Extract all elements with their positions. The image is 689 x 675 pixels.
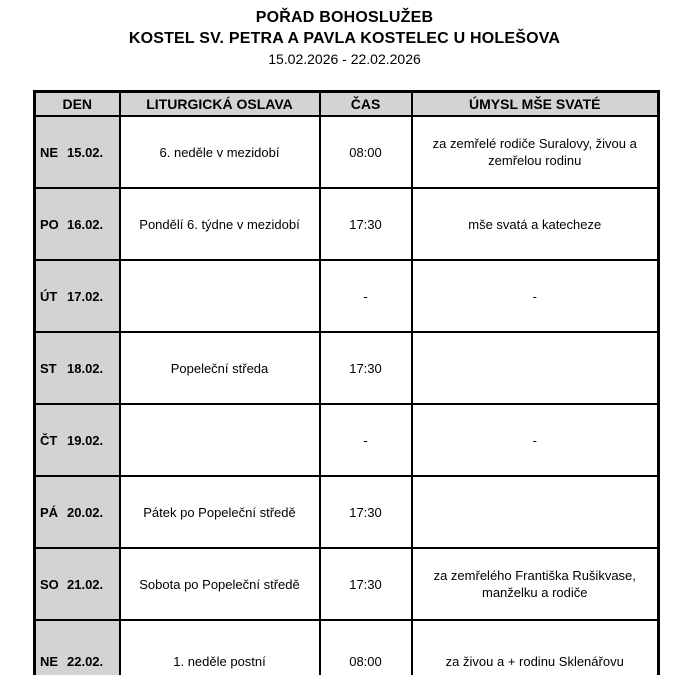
day-cell	[35, 332, 120, 404]
column-header-celebration: LITURGICKÁ OSLAVA	[120, 92, 320, 117]
time-cell: 17:30	[320, 548, 412, 620]
date-range: 15.02.2026 - 22.02.2026	[268, 51, 421, 67]
day-cell	[35, 620, 120, 675]
table-row	[35, 404, 659, 476]
day-date: 15.02.	[67, 144, 104, 160]
day-date: 19.02.	[67, 432, 104, 448]
day-abbr: PO	[40, 216, 59, 232]
table-row	[35, 188, 659, 260]
day-abbr: ČT	[40, 432, 58, 448]
day-date: 20.02.	[67, 504, 104, 520]
intention-cell: -	[412, 404, 659, 476]
table-header-row	[35, 92, 659, 117]
time-cell: 08:00	[320, 116, 412, 188]
day-abbr: ST	[40, 360, 57, 376]
day-cell	[35, 476, 120, 548]
intention-cell: za zemřelého Františka Rušikvase, manželku a rodiče	[412, 548, 659, 620]
intention-cell: za živou a + rodinu Sklenářovu	[412, 620, 659, 675]
document-header	[0, 0, 689, 69]
intention-cell	[412, 476, 659, 548]
day-abbr: SO	[40, 576, 59, 592]
day-abbr: NE	[40, 144, 59, 160]
time-cell: 17:30	[320, 476, 412, 548]
time-cell: -	[320, 404, 412, 476]
intention-cell: -	[412, 260, 659, 332]
page-title: POŘAD BOHOSLUŽEB	[255, 9, 434, 26]
table-row	[35, 548, 659, 620]
time-cell: -	[320, 260, 412, 332]
intention-cell: mše svatá a katecheze	[412, 188, 659, 260]
table-row	[35, 116, 659, 188]
day-cell	[35, 404, 120, 476]
day-cell	[35, 116, 120, 188]
day-abbr: NE	[40, 653, 59, 669]
day-abbr: PÁ	[40, 504, 59, 520]
day-abbr: ÚT	[40, 288, 58, 304]
column-header-intention: ÚMYSL MŠE SVATÉ	[412, 92, 659, 117]
celebration-cell: 1. neděle postní	[120, 620, 320, 675]
celebration-cell	[120, 404, 320, 476]
table-row	[35, 476, 659, 548]
column-header-time: ČAS	[320, 92, 412, 117]
table-row	[35, 260, 659, 332]
day-date: 22.02.	[67, 653, 104, 669]
day-date: 21.02.	[67, 576, 104, 592]
intention-cell: za zemřelé rodiče Suralovy, živou a zemřelou rodinu	[412, 116, 659, 188]
celebration-cell: Sobota po Popeleční středě	[120, 548, 320, 620]
table-row	[35, 620, 659, 675]
day-date: 17.02.	[67, 288, 104, 304]
church-name: KOSTEL SV. PETRA A PAVLA KOSTELEC U HOLEŠOVA	[128, 30, 561, 47]
celebration-cell: Pondělí 6. týdne v mezidobí	[120, 188, 320, 260]
intention-cell	[412, 332, 659, 404]
time-cell: 17:30	[320, 332, 412, 404]
celebration-cell: Pátek po Popeleční středě	[120, 476, 320, 548]
celebration-cell	[120, 260, 320, 332]
celebration-cell: 6. neděle v mezidobí	[120, 116, 320, 188]
day-cell	[35, 188, 120, 260]
time-cell: 08:00	[320, 620, 412, 675]
day-cell	[35, 548, 120, 620]
day-date: 18.02.	[67, 360, 104, 376]
table-row	[35, 332, 659, 404]
time-cell: 17:30	[320, 188, 412, 260]
celebration-cell: Popeleční středa	[120, 332, 320, 404]
column-header-day: DEN	[35, 92, 120, 117]
schedule-table	[33, 90, 660, 675]
day-cell	[35, 260, 120, 332]
day-date: 16.02.	[67, 216, 104, 232]
